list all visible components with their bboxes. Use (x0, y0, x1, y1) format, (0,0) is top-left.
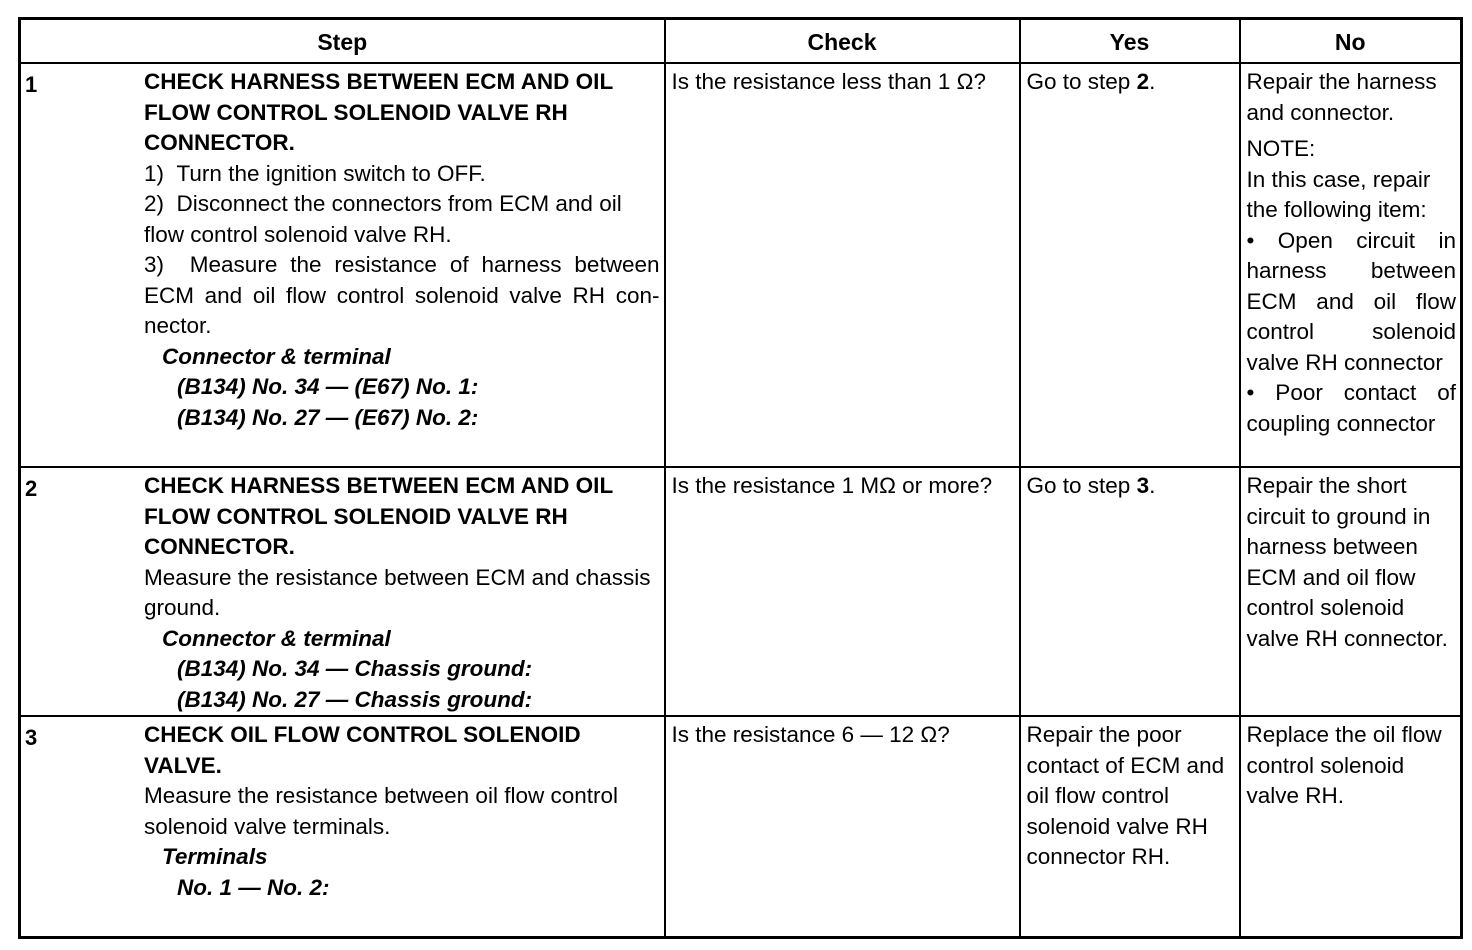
no-main-text: Repair the harness and connector. (1246, 69, 1437, 125)
yes-cell (1020, 716, 1240, 937)
no-action (1241, 64, 1461, 439)
connector-item: No. 1 — No. 2: (177, 874, 330, 900)
connector-item: (B134) No. 34 — Chassis ground: (177, 656, 533, 681)
no-cell (1240, 716, 1462, 937)
table-row (20, 63, 1462, 467)
connector-item: (B134) No. 27 — (E67) No. 2: (177, 404, 479, 430)
step-instruction: Measure the resistance between ECM and chassis ground. (144, 564, 651, 620)
step-cell (20, 467, 665, 716)
no-action: Repair the short circuit to ground in harness between ECM and oil flow control solenoid valve RH connector. (1246, 473, 1448, 651)
yes-action: Go to step 3. (1026, 473, 1156, 498)
step-instruction: 3) Measure the resistance of harness between ECM and oil flow control solenoid valve RH connector. (144, 252, 660, 338)
no-cell (1240, 63, 1462, 467)
step-number: 1 (25, 72, 38, 97)
yes-action: Go to step 2. (1026, 69, 1156, 94)
yes-action: Repair the poor contact of ECM and oil flow control solenoid valve RH connector RH. (1026, 722, 1225, 869)
step-title: CHECK OIL FLOW CONTROL SOLENOID VALVE. (144, 722, 581, 778)
note-title: NOTE: (1246, 136, 1316, 161)
note-bullet: • Poor contact of coupling connector (1246, 380, 1456, 436)
connector-item: (B134) No. 27 — Chassis ground: (177, 686, 533, 712)
table-row (20, 716, 1462, 937)
step-instruction: 2) Disconnect the connectors from ECM and oil flow control solenoid valve RH. (144, 191, 622, 247)
step-title: CHECK HARNESS BETWEEN ECM AND OIL FLOW CONTROL SOLENOID VALVE RH CONNECTOR. (144, 473, 613, 559)
header-check: Check (665, 19, 1020, 64)
step-number: 2 (25, 476, 38, 501)
note-intro: In this case, repair the following item: (1246, 166, 1431, 222)
yes-step-ref: 2 (1136, 69, 1150, 94)
connector-title: Terminals (162, 844, 268, 869)
header-yes: Yes (1020, 19, 1240, 64)
yes-cell (1020, 467, 1240, 716)
no-cell (1240, 467, 1462, 716)
step-instruction: Measure the resistance between oil flow control solenoid valve terminals. (144, 783, 618, 839)
step-number: 3 (25, 725, 38, 750)
step-instruction: 1) Turn the ignition switch to OFF. (144, 160, 486, 186)
header-no: No (1240, 19, 1462, 64)
diagnostic-table (18, 17, 1463, 939)
check-question: Is the resistance 6 — 12 Ω? (671, 722, 950, 747)
header-step: Step (20, 19, 665, 64)
step-cell (20, 716, 665, 937)
no-action: Replace the oil flow control solenoid valve RH. (1246, 722, 1442, 808)
note-bullet: • Open circuit in harness between ECM and oil flow control solenoid valve RH connector (1246, 227, 1456, 375)
check-cell (665, 63, 1020, 467)
connector-title: Connector & terminal (162, 343, 391, 369)
check-question: Is the resistance less than 1 Ω? (671, 69, 986, 94)
connector-title: Connector & terminal (162, 625, 391, 651)
step-cell (20, 63, 665, 467)
check-cell (665, 716, 1020, 937)
header-row (20, 19, 1462, 64)
table-row (20, 467, 1462, 716)
yes-step-ref: 3 (1136, 473, 1150, 498)
check-question: Is the resistance 1 MΩ or more? (671, 473, 993, 498)
step-title: CHECK HARNESS BETWEEN ECM AND OIL FLOW CONTROL SOLENOID VALVE RH CONNECTOR. (144, 69, 613, 155)
yes-cell (1020, 63, 1240, 467)
check-cell (665, 467, 1020, 716)
connector-item: (B134) No. 34 — (E67) No. 1: (177, 374, 479, 399)
